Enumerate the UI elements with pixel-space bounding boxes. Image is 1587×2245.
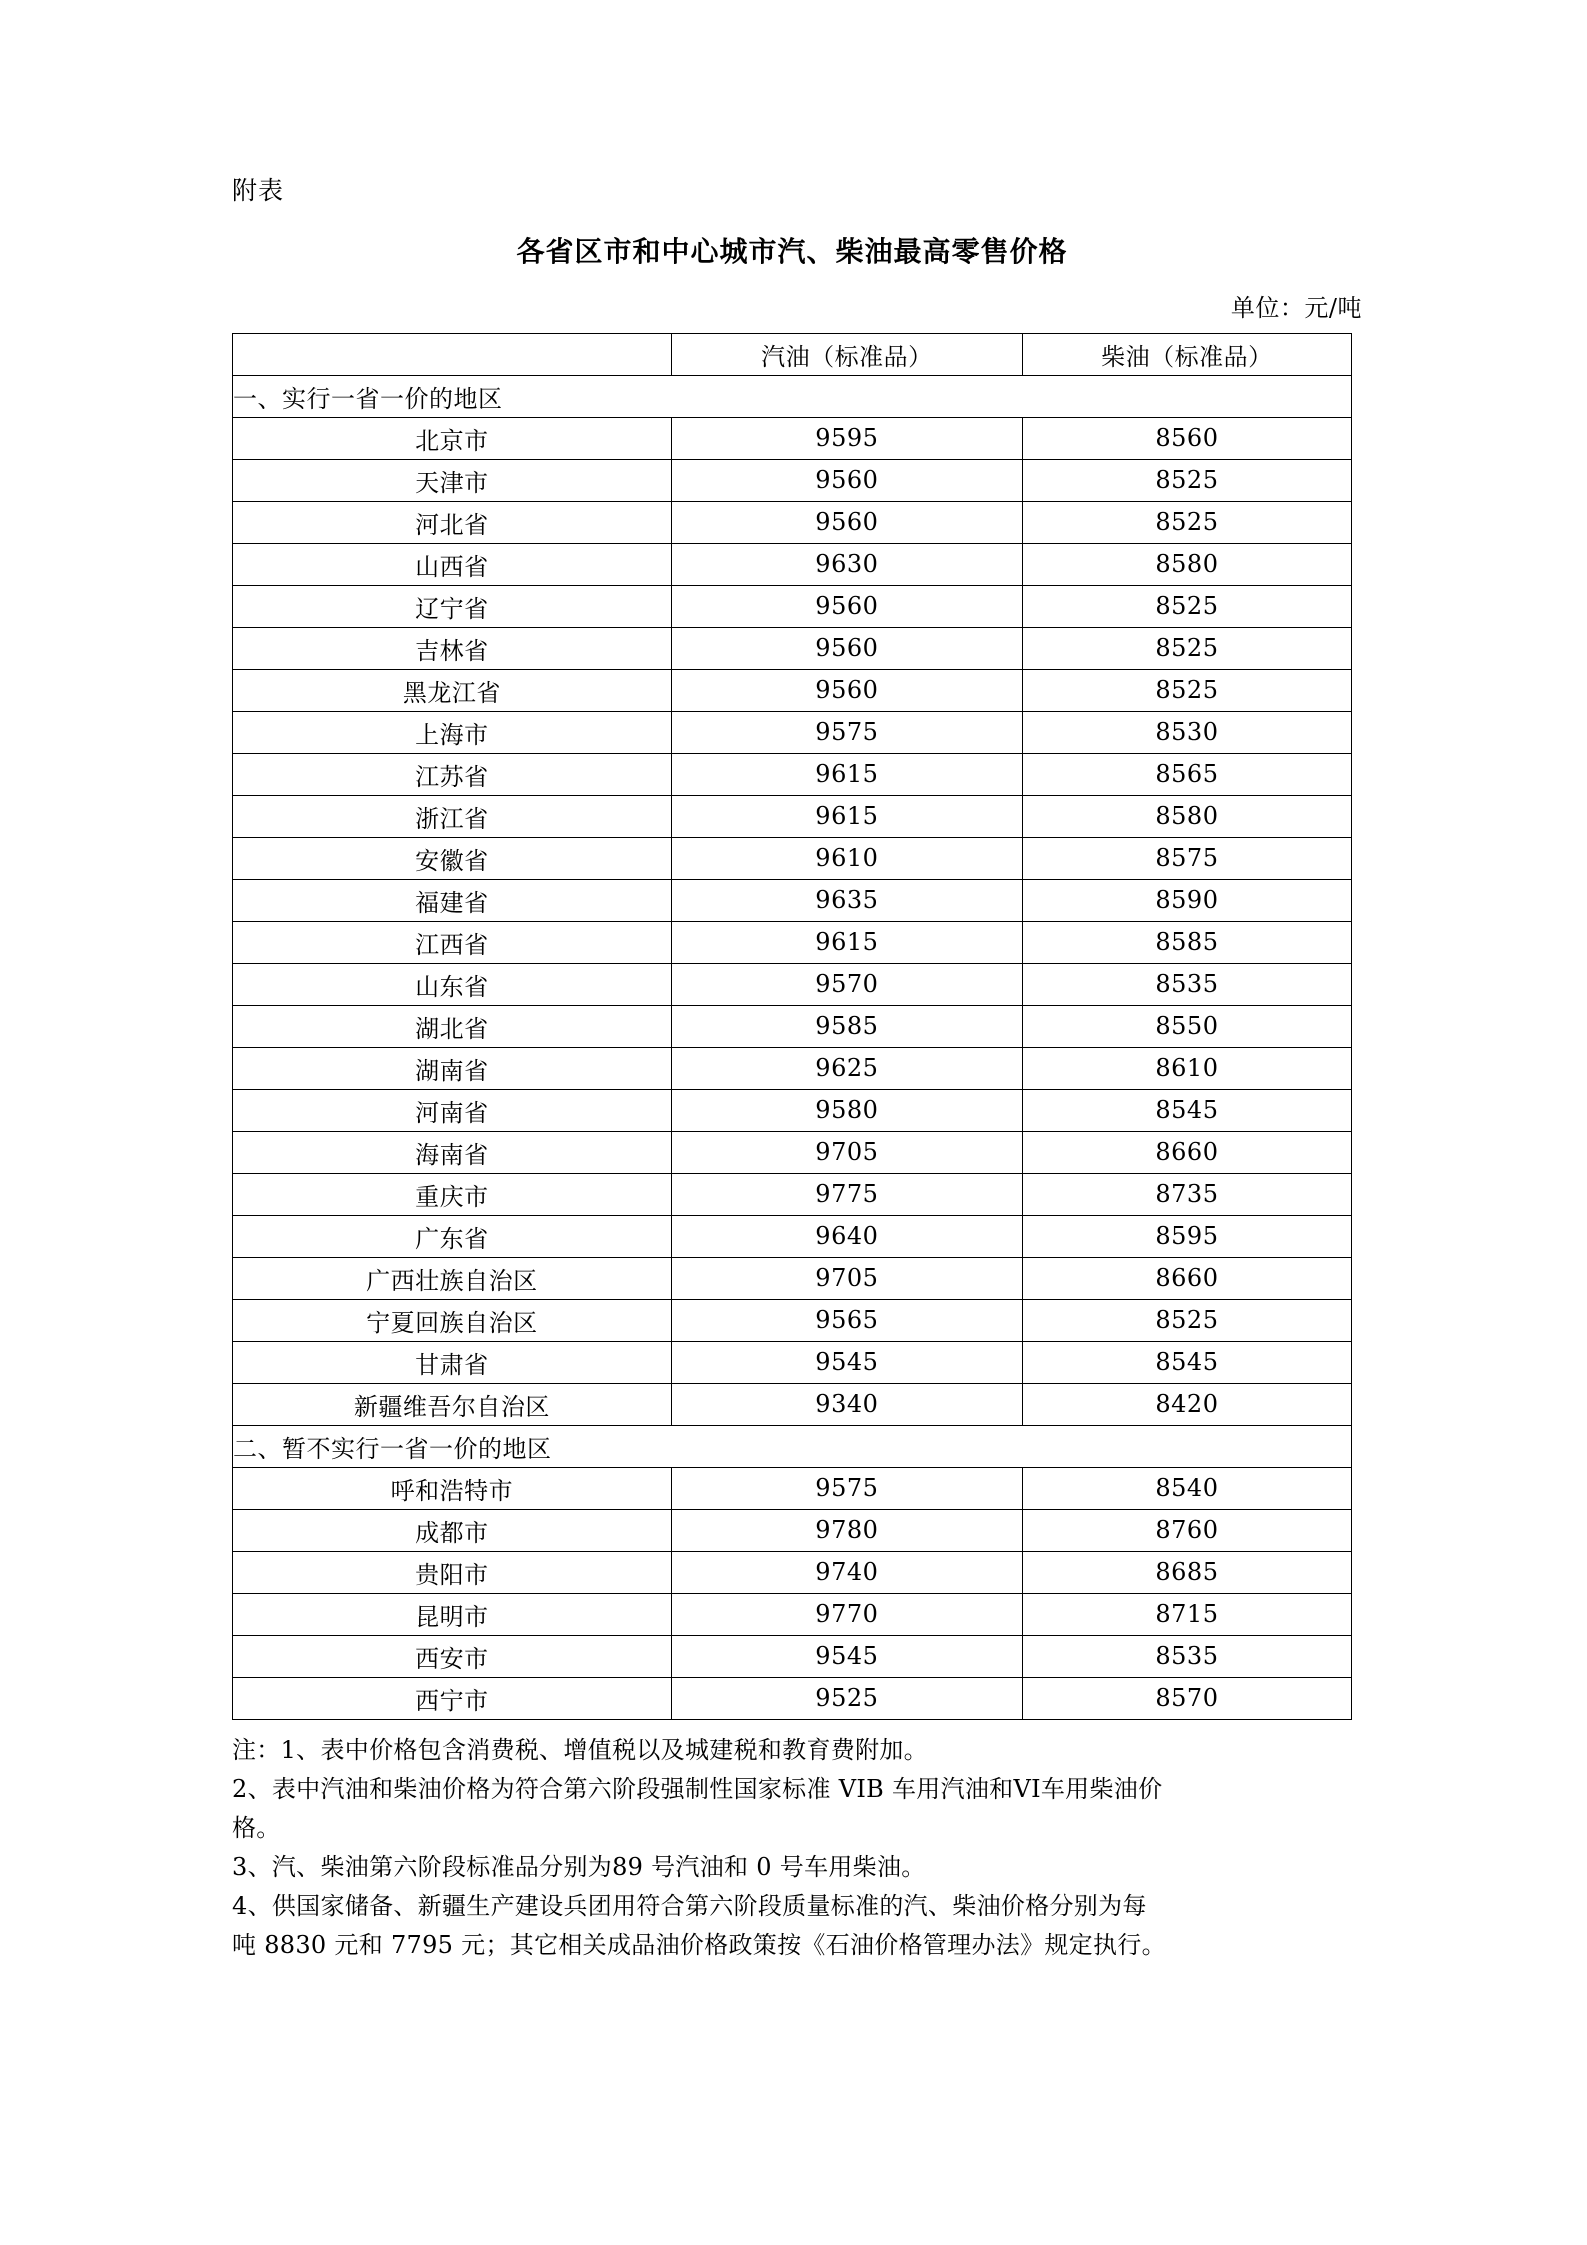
table-row — [233, 1635, 1352, 1677]
table-row — [233, 921, 1352, 963]
gasoline-price: 9560 — [671, 627, 1022, 669]
region-name: 湖北省 — [233, 1005, 672, 1047]
region-name: 西安市 — [233, 1635, 672, 1677]
diesel-price: 8595 — [1022, 1215, 1351, 1257]
gasoline-price: 9340 — [671, 1383, 1022, 1425]
section-label: 一、实行一省一价的地区 — [233, 375, 1352, 417]
page-title: 各省区市和中心城市汽、柴油最高零售价格 — [516, 234, 1068, 268]
region-name: 成都市 — [233, 1509, 672, 1551]
gasoline-price: 9575 — [671, 711, 1022, 753]
region-name: 宁夏回族自治区 — [233, 1299, 672, 1341]
table-row — [233, 417, 1352, 459]
diesel-price: 8525 — [1022, 1299, 1351, 1341]
unit-label: 单位：元/吨 — [1230, 293, 1362, 322]
note-line-2-cont: 格。 — [232, 1813, 281, 1842]
gasoline-price: 9580 — [671, 1089, 1022, 1131]
table-row — [233, 1257, 1352, 1299]
region-name: 辽宁省 — [233, 585, 672, 627]
diesel-price: 8590 — [1022, 879, 1351, 921]
diesel-price: 8660 — [1022, 1257, 1351, 1299]
table-row — [233, 1005, 1352, 1047]
gasoline-price: 9585 — [671, 1005, 1022, 1047]
table-row — [233, 1467, 1352, 1509]
region-name: 贵阳市 — [233, 1551, 672, 1593]
header-region — [233, 333, 672, 375]
region-name: 吉林省 — [233, 627, 672, 669]
diesel-price: 8530 — [1022, 711, 1351, 753]
diesel-price: 8735 — [1022, 1173, 1351, 1215]
diesel-price: 8535 — [1022, 963, 1351, 1005]
region-name: 昆明市 — [233, 1593, 672, 1635]
diesel-price: 8525 — [1022, 459, 1351, 501]
gasoline-price: 9615 — [671, 795, 1022, 837]
gasoline-price: 9615 — [671, 921, 1022, 963]
diesel-price: 8610 — [1022, 1047, 1351, 1089]
table-row — [233, 501, 1352, 543]
header-diesel: 柴油（标准品） — [1022, 333, 1351, 375]
price-table — [232, 333, 1352, 1720]
gasoline-price: 9635 — [671, 879, 1022, 921]
diesel-price: 8560 — [1022, 417, 1351, 459]
region-name: 浙江省 — [233, 795, 672, 837]
gasoline-price: 9560 — [671, 501, 1022, 543]
region-name: 新疆维吾尔自治区 — [233, 1383, 672, 1425]
diesel-price: 8540 — [1022, 1467, 1351, 1509]
gasoline-price: 9615 — [671, 753, 1022, 795]
note-line-4-cont: 吨 8830 元和 7795 元；其它相关成品油价格政策按《石油价格管理办法》规定执行。 — [232, 1931, 1166, 1960]
region-name: 广东省 — [233, 1215, 672, 1257]
region-name: 广西壮族自治区 — [233, 1257, 672, 1299]
table-row — [233, 1173, 1352, 1215]
table-section-header — [233, 1425, 1352, 1467]
region-name: 河南省 — [233, 1089, 672, 1131]
region-name: 西宁市 — [233, 1677, 672, 1719]
attachment-label: 附表 — [232, 176, 285, 205]
diesel-price: 8575 — [1022, 837, 1351, 879]
table-row — [233, 1299, 1352, 1341]
gasoline-price: 9525 — [671, 1677, 1022, 1719]
region-name: 上海市 — [233, 711, 672, 753]
table-row — [233, 543, 1352, 585]
gasoline-price: 9625 — [671, 1047, 1022, 1089]
region-name: 山东省 — [233, 963, 672, 1005]
table-section-header — [233, 375, 1352, 417]
gasoline-price: 9570 — [671, 963, 1022, 1005]
gasoline-price: 9565 — [671, 1299, 1022, 1341]
region-name: 江苏省 — [233, 753, 672, 795]
gasoline-price: 9640 — [671, 1215, 1022, 1257]
table-row — [233, 1089, 1352, 1131]
table-row — [233, 1677, 1352, 1719]
note-line-2: 2、表中汽油和柴油价格为符合第六阶段强制性国家标准 VIB 车用汽油和VI车用柴油价 — [232, 1774, 1163, 1803]
note-line-1: 注：1、表中价格包含消费税、增值税以及城建税和教育费附加。 — [232, 1735, 928, 1764]
diesel-price: 8715 — [1022, 1593, 1351, 1635]
gasoline-price: 9740 — [671, 1551, 1022, 1593]
region-name: 呼和浩特市 — [233, 1467, 672, 1509]
table-row — [233, 669, 1352, 711]
gasoline-price: 9630 — [671, 543, 1022, 585]
table-row — [233, 1047, 1352, 1089]
gasoline-price: 9545 — [671, 1341, 1022, 1383]
diesel-price: 8685 — [1022, 1551, 1351, 1593]
diesel-price: 8525 — [1022, 501, 1351, 543]
diesel-price: 8525 — [1022, 585, 1351, 627]
note-line-3: 3、汽、柴油第六阶段标准品分别为89 号汽油和 0 号车用柴油。 — [232, 1853, 926, 1882]
table-body — [233, 375, 1352, 1719]
table-row — [233, 1593, 1352, 1635]
table-row — [233, 1383, 1352, 1425]
gasoline-price: 9780 — [671, 1509, 1022, 1551]
notes-block — [232, 1732, 1372, 1965]
diesel-price: 8545 — [1022, 1341, 1351, 1383]
region-name: 江西省 — [233, 921, 672, 963]
region-name: 福建省 — [233, 879, 672, 921]
table-row — [233, 963, 1352, 1005]
note-line-4: 4、供国家储备、新疆生产建设兵团用符合第六阶段质量标准的汽、柴油价格分别为每 — [232, 1892, 1147, 1921]
table-row — [233, 837, 1352, 879]
region-name: 海南省 — [233, 1131, 672, 1173]
table-row — [233, 585, 1352, 627]
diesel-price: 8525 — [1022, 627, 1351, 669]
table-row — [233, 795, 1352, 837]
diesel-price: 8545 — [1022, 1089, 1351, 1131]
diesel-price: 8420 — [1022, 1383, 1351, 1425]
region-name: 北京市 — [233, 417, 672, 459]
header-gasoline: 汽油（标准品） — [671, 333, 1022, 375]
diesel-price: 8565 — [1022, 753, 1351, 795]
gasoline-price: 9770 — [671, 1593, 1022, 1635]
region-name: 甘肃省 — [233, 1341, 672, 1383]
region-name: 河北省 — [233, 501, 672, 543]
table-row — [233, 1341, 1352, 1383]
diesel-price: 8570 — [1022, 1677, 1351, 1719]
region-name: 黑龙江省 — [233, 669, 672, 711]
region-name: 湖南省 — [233, 1047, 672, 1089]
gasoline-price: 9775 — [671, 1173, 1022, 1215]
table-row — [233, 711, 1352, 753]
table-row — [233, 1131, 1352, 1173]
gasoline-price: 9705 — [671, 1257, 1022, 1299]
table-row — [233, 1551, 1352, 1593]
gasoline-price: 9560 — [671, 459, 1022, 501]
table-row — [233, 1509, 1352, 1551]
table-row — [233, 1215, 1352, 1257]
gasoline-price: 9705 — [671, 1131, 1022, 1173]
diesel-price: 8550 — [1022, 1005, 1351, 1047]
table-header — [233, 333, 1352, 375]
gasoline-price: 9545 — [671, 1635, 1022, 1677]
region-name: 天津市 — [233, 459, 672, 501]
region-name: 重庆市 — [233, 1173, 672, 1215]
diesel-price: 8535 — [1022, 1635, 1351, 1677]
diesel-price: 8525 — [1022, 669, 1351, 711]
gasoline-price: 9560 — [671, 585, 1022, 627]
diesel-price: 8585 — [1022, 921, 1351, 963]
gasoline-price: 9560 — [671, 669, 1022, 711]
table-row — [233, 753, 1352, 795]
section-label: 二、暂不实行一省一价的地区 — [233, 1425, 1352, 1467]
diesel-price: 8660 — [1022, 1131, 1351, 1173]
table-row — [233, 459, 1352, 501]
gasoline-price: 9575 — [671, 1467, 1022, 1509]
table-row — [233, 879, 1352, 921]
table-header-row — [233, 333, 1352, 375]
region-name: 山西省 — [233, 543, 672, 585]
table-row — [233, 627, 1352, 669]
diesel-price: 8580 — [1022, 543, 1351, 585]
diesel-price: 8580 — [1022, 795, 1351, 837]
diesel-price: 8760 — [1022, 1509, 1351, 1551]
gasoline-price: 9595 — [671, 417, 1022, 459]
region-name: 安徽省 — [233, 837, 672, 879]
gasoline-price: 9610 — [671, 837, 1022, 879]
